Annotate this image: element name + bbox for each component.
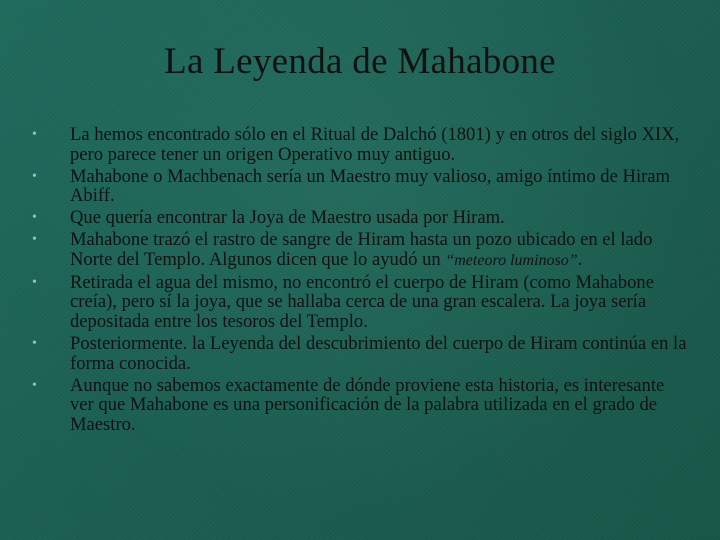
bullet-text: Mahabone o Machbenach sería un Maestro muy valioso, amigo íntimo de Hiram Abiff. — [70, 165, 671, 207]
bullet-text: Posteriormente. la Leyenda del descubrimiento del cuerpo de Hiram continúa en la forma conocida. — [70, 332, 687, 374]
bullet-text-italic: “meteoro luminoso” — [445, 251, 578, 269]
bullet-item — [30, 230, 690, 270]
bullet-text: Retirada el agua del mismo, no encontró el cuerpo de Hiram (como Mahabone creía), pero sí la joya, que se hallaba cerca de una gran escalera. La joya sería depositada entre los tesoros del Templo. — [70, 271, 654, 333]
slide-title: La Leyenda de Mahabone — [164, 41, 556, 82]
bullet-text: Que quería encontrar la Joya de Maestro usada por Hiram. — [70, 207, 505, 229]
bullet-text-end: . — [577, 248, 583, 270]
bullet-item — [30, 208, 690, 228]
bullet-dot-icon: • — [32, 232, 37, 248]
bullet-dot-icon: • — [32, 168, 37, 184]
bullet-item — [30, 334, 690, 373]
bullet-item — [30, 125, 690, 164]
bullet-dot-icon: • — [32, 335, 37, 351]
bullet-dot-icon: • — [32, 274, 37, 290]
bullet-item — [30, 273, 690, 332]
bullet-list — [30, 125, 690, 437]
bullet-item — [30, 376, 690, 435]
bullet-text: Mahabone trazó el rastro de sangre de Hiram hasta un pozo ubicado en el lado Norte del Templo. Algunos dicen que lo ayudó un — [70, 229, 653, 270]
bullet-dot-icon: • — [32, 210, 37, 226]
bullet-text: La hemos encontrado sólo en el Ritual de Dalchó (1801) y en otros del siglo XIX, pero parece tener un origen Operativo muy antiguo. — [70, 124, 680, 165]
bullet-item — [30, 167, 690, 206]
bullet-dot-icon: • — [32, 377, 37, 393]
bullet-dot-icon: • — [32, 127, 37, 142]
bullet-text: Aunque no sabemos exactamente de dónde proviene esta historia, es interesante ver que Mahabone es una personificación de la palabra utilizada en el grado de Maestro. — [70, 374, 665, 435]
